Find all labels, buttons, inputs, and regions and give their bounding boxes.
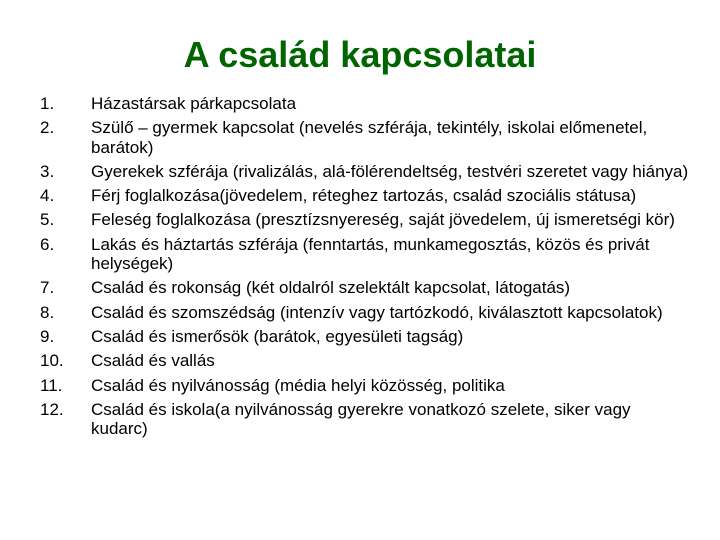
item-text: Lakás és háztartás szférája (fenntartás, munkamegosztás, közös és privát helységek) (91, 234, 650, 274)
list-item (40, 118, 690, 157)
list-item (40, 278, 690, 297)
list-item (40, 303, 690, 322)
list-item (40, 400, 690, 439)
item-text: Család és szomszédság (intenzív vagy tartózkodó, kiválasztott kapcsolatok) (91, 302, 663, 322)
item-text: Férj foglalkozása(jövedelem, réteghez tartozás, család szociális státusa) (91, 186, 637, 206)
item-text: Szülő – gyermek kapcsolat (nevelés szférája, tekintély, iskolai előmenetel, barátok) (91, 118, 648, 157)
list-item (40, 351, 690, 370)
list-item (40, 186, 690, 205)
relations-list (40, 94, 690, 443)
item-number: 12. (40, 399, 64, 419)
list-item (40, 94, 690, 113)
item-number: 1. (40, 94, 55, 113)
list-item (40, 376, 690, 395)
list-item (40, 162, 690, 181)
slide-title: A család kapcsolatai (183, 34, 537, 75)
item-text: Család és ismerősök (barátok, egyesületi tagság) (91, 326, 464, 346)
item-text: Család és rokonság (két oldalról szelektált kapcsolat, látogatás) (91, 278, 571, 298)
item-text: Házastársak párkapcsolata (91, 94, 297, 113)
item-number: 4. (40, 186, 55, 206)
item-text: Család és vallás (91, 351, 215, 371)
item-number: 7. (40, 278, 55, 298)
item-text: Család és nyilvánosság (média helyi közösség, politika (91, 375, 505, 395)
item-text: Család és iskola(a nyilvánosság gyerekre vonatkozó szelete, siker vagy kudarc) (91, 399, 631, 439)
list-item (40, 235, 690, 274)
list-item (40, 210, 690, 229)
item-number: 2. (40, 118, 55, 138)
item-number: 6. (40, 234, 55, 254)
item-number: 3. (40, 161, 55, 181)
item-number: 11. (40, 375, 63, 395)
item-number: 9. (40, 326, 55, 346)
item-text: Feleség foglalkozása (presztízsnyereség, saját jövedelem, új ismeretségi kör) (91, 210, 675, 230)
list-item (40, 327, 690, 346)
item-number: 10. (40, 351, 64, 371)
item-text: Gyerekek szférája (rivalizálás, alá-fölérendeltség, testvéri szeretet vagy hiánya) (91, 161, 689, 181)
item-number: 5. (40, 210, 55, 230)
item-number: 8. (40, 302, 55, 322)
